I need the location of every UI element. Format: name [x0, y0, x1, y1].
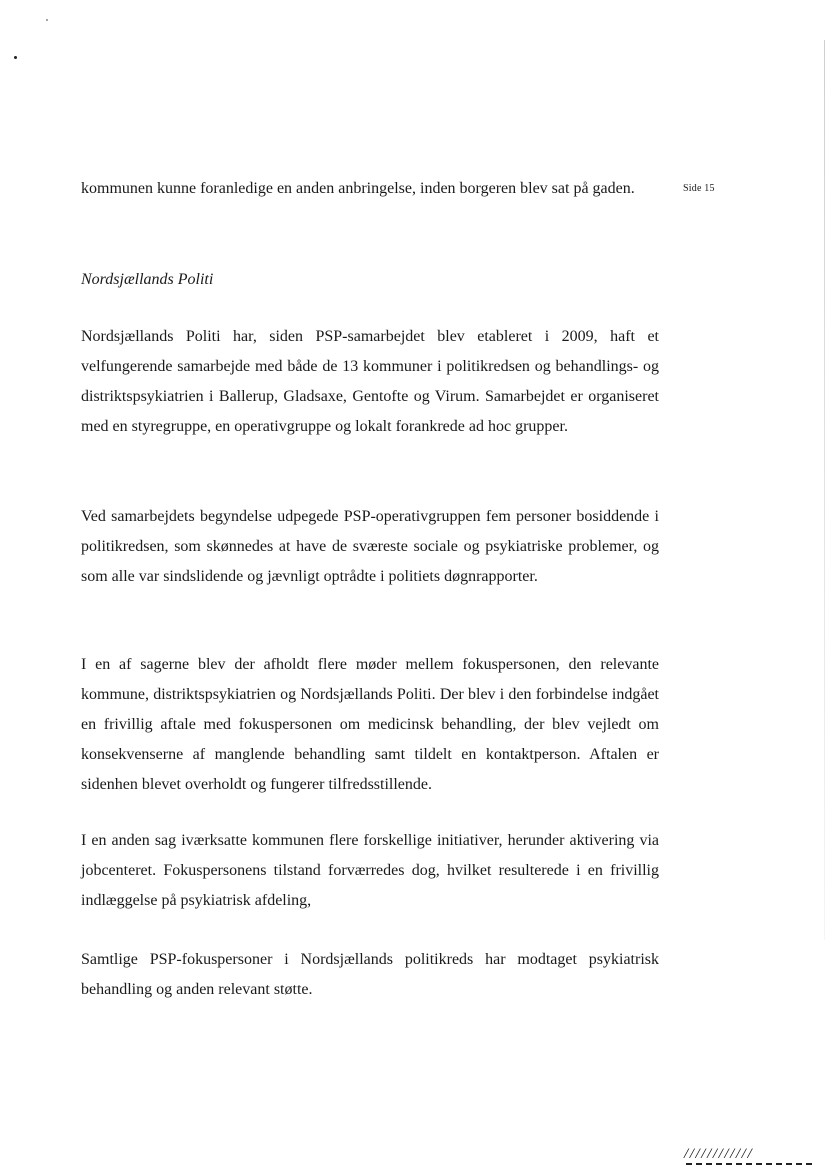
- section-heading: Nordsjællands Politi: [81, 271, 214, 288]
- scan-speck: [14, 56, 17, 59]
- paragraph: I en af sagerne blev der afholdt flere møder mellem fokuspersonen, den relevante kommune, distriktspsykiatrien og Nordsjællands Politi. Der blev i den forbindelse indgået en frivillig aftale med fokuspersonen om medicinsk behandling, der blev vejledt om konsekvenserne af manglende behandling samt tildelt en kontaktperson. Aftalen er sidenhen blevet overholdt og fungerer tilfredsstillende.: [81, 656, 659, 793]
- footer-barcode-marks: ////////////: [684, 1146, 754, 1162]
- paragraph: Nordsjællands Politi har, siden PSP-samarbejdet blev etableret i 2009, haft et velfungerende samarbejde med både de 13 kommuner i politikredsen og behandlings- og distriktspsykiatrien i Ballerup, Gladsaxe, Gentofte og Virum. Samarbejdet er organiseret med en styregruppe, en operativgruppe og lokalt forankrede ad hoc grupper.: [81, 328, 659, 435]
- scan-edge-line: [824, 40, 825, 940]
- footer-barcode-dash: [686, 1163, 812, 1165]
- paragraph: Ved samarbejdets begyndelse udpegede PSP-operativgruppen fem personer bosiddende i politikredsen, som skønnedes at have de sværeste sociale og psykiatriske problemer, og som alle var sindslidende og jævnligt optrådte i politiets døgnrapporter.: [81, 508, 659, 585]
- paragraph: I en anden sag iværksatte kommunen flere forskellige initiativer, herunder aktivering via jobcenteret. Fokuspersonens tilstand forværredes dog, hvilket resulterede i en frivillig indlæggelse på psykiatrisk afdeling,: [81, 832, 659, 909]
- continued-paragraph: kommunen kunne foranledige en anden anbringelse, inden borgeren blev sat på gaden.: [81, 180, 635, 197]
- page-number: Side 15: [683, 183, 715, 194]
- paragraph: Samtlige PSP-fokuspersoner i Nordsjællands politikreds har modtaget psykiatrisk behandling og anden relevant støtte.: [81, 951, 659, 998]
- scan-speck: [46, 19, 48, 21]
